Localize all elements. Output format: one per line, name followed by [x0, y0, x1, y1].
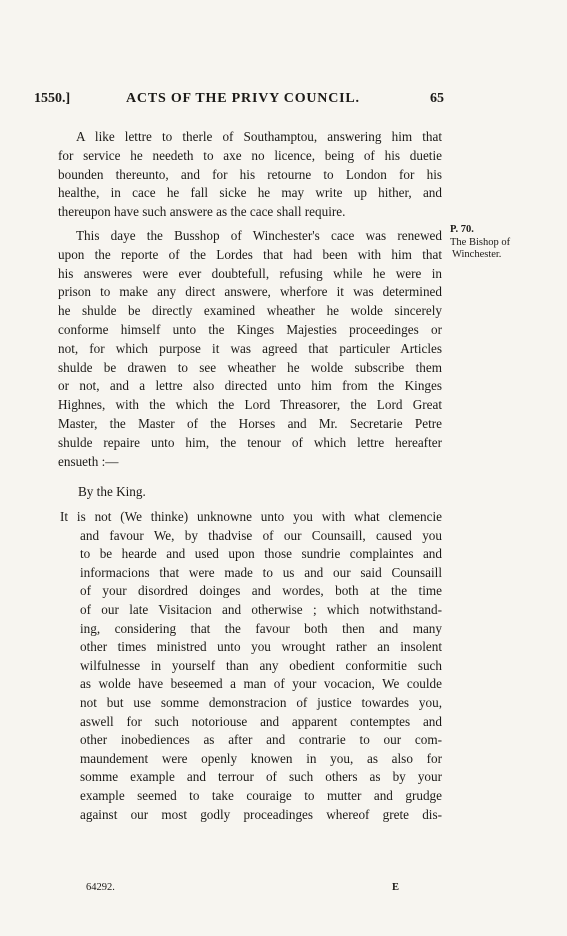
text-line: shulde be drawen to see wheather he wolde subscribe them: [58, 359, 442, 375]
text-line: thereupon have such answere as the cace shall require.: [58, 204, 346, 220]
header-year: 1550.]: [34, 91, 71, 106]
text-line: not but use somme demonstracion of justice towardes you,: [80, 694, 442, 710]
text-line: This daye the Busshop of Winchester's cace was renewed: [76, 228, 442, 243]
header-title: ACTS OF THE PRIVY COUNCIL.: [126, 91, 360, 106]
running-header: [34, 91, 444, 113]
text-line: informacions that were made to us and our said Counsaill: [80, 564, 442, 580]
text-line: Highnes, with the which the Lord Threasorer, the Lord Great: [58, 397, 442, 413]
text-line: prison to make any direct answere, wherfore it was determined: [58, 284, 442, 300]
page-number: 65: [430, 91, 444, 106]
text-line: other times ministred unto you wrought rather an insolent: [80, 639, 442, 655]
text-line: healthe, in cace he fall sicke he may write up hither, and: [58, 185, 442, 201]
royal-letter: [60, 508, 442, 824]
text-line: or not, and a lettre also directed unto him from the Kinges: [58, 378, 442, 394]
margin-note: [450, 224, 560, 260]
text-line: of your disordred doinges and wordes, both at the time: [80, 583, 442, 599]
text-line: Master, the Master of the Horses and Mr. Secretarie Petre: [58, 415, 442, 431]
paragraph-winchester: [58, 227, 442, 471]
text-line: ing, considering that the favour both then and many: [80, 620, 442, 636]
paragraph-southampton: [58, 128, 442, 222]
text-line: conforme himself unto the Kinges Majesties proceedinges or: [58, 321, 442, 337]
margin-subject-note: [450, 237, 510, 261]
text-line: and favour We, by thadvise of our Counsaill, caused you: [80, 527, 442, 543]
text-line: of our late Visitacion and otherwise ; which notwithstand-: [80, 601, 442, 617]
text-line: upon the reporte of the Lordes that had been with him that: [58, 246, 442, 262]
text-line: maundement were openly knowen in you, as also for: [80, 750, 442, 766]
text-line: for service he needeth to axe no licence, being of his duetie: [58, 147, 442, 163]
print-code: 64292.: [86, 882, 115, 893]
text-line: as wolde have beseemed a man of your vocacion, We coulde: [80, 676, 442, 692]
text-line: It is not (We thinke) unknowne unto you with what clemencie: [60, 509, 442, 524]
text-line: ensueth :—: [58, 453, 119, 469]
margin-page-reference: P. 70.: [450, 224, 474, 235]
margin-note-line: The Bishop of: [450, 237, 511, 248]
text-line: wilfulnesse in yourself than any obedient conformitie such: [80, 657, 442, 673]
text-line: other inobediences as after and contrarie to our com-: [80, 732, 442, 748]
text-line: aswell for such notoriouse and apparent contemptes and: [80, 713, 442, 729]
text-line: example seemed to take couraige to mutter and grudge: [80, 787, 442, 803]
margin-note-line: Winchester.: [452, 249, 502, 260]
signature-mark: E: [392, 882, 400, 893]
text-line: not, for which purpose it was agreed that particuler Articles: [58, 340, 442, 356]
text-line: against our most godly proceadinges whereof grete dis-: [80, 806, 442, 822]
text-line: bounden thereunto, and for his retourne to London for his: [58, 166, 442, 182]
text-line: his answeres were ever doubtefull, refusing while he were in: [58, 265, 442, 281]
text-line: to be hearde and used upon those sundrie complaintes and: [80, 546, 442, 562]
letter-salutation: By the King.: [78, 484, 146, 499]
text-line: he shulde be directly examined wheather he wolde sincerely: [58, 303, 442, 319]
text-line: somme example and terrour of such others as by your: [80, 769, 442, 785]
text-line: A like lettre to therle of Southamptou, answering him that: [76, 129, 442, 144]
text-line: shulde repaire unto him, the tenour of which lettre hereafter: [58, 434, 442, 450]
